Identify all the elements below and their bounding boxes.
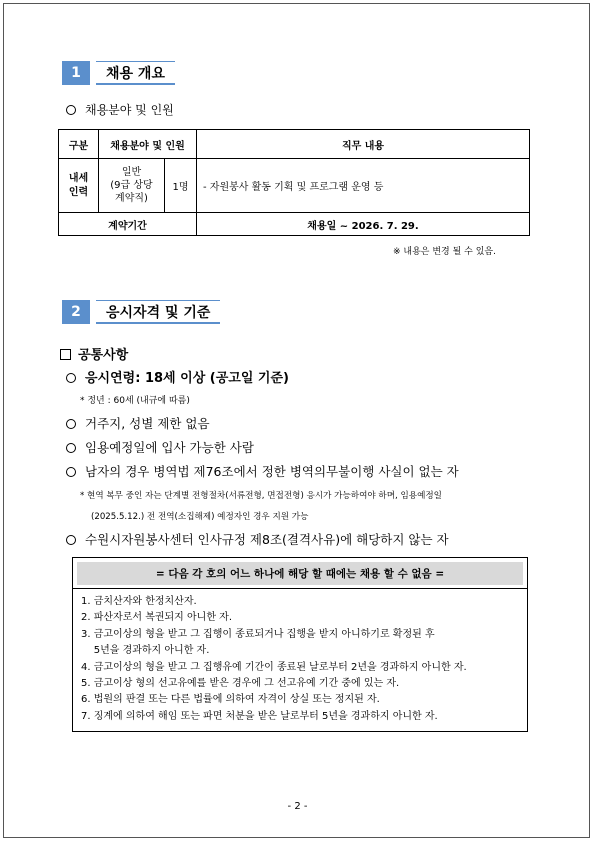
military-note-line2: (2025.5.12.) 전 전역(소집해제) 예정자인 경우 지원 가능: [91, 512, 309, 522]
cell-category: 내세 인력: [59, 159, 99, 213]
circle-bullet-icon: [66, 373, 76, 383]
item-regulation: 수원시자원봉사센터 인사규정 제8조(결격사유)에 해당하지 않는 자: [66, 530, 449, 548]
table-header-row: [59, 130, 530, 159]
cell-count: 1명: [165, 159, 197, 213]
list-item: 6. 법원의 판결 또는 다른 법률에 의하여 자격이 상실 또는 정지된 자.: [81, 694, 380, 706]
circle-bullet-icon: [66, 443, 76, 453]
item-start: 임용예정일에 입사 가능한 사람: [66, 438, 254, 456]
age-note: * 정년 : 60세 (내규에 따름): [80, 396, 190, 406]
table-row: [59, 159, 530, 213]
item-age: 응시연령: 18세 이상 (공고일 기준): [66, 367, 289, 386]
disqualification-box: [72, 557, 528, 732]
list-item: 7. 징계에 의하여 해임 또는 파면 처분을 받은 날로부터 5년을 경과하지 아니한 자.: [81, 710, 438, 722]
square-bullet-icon: [60, 349, 71, 360]
circle-bullet-icon: [66, 535, 76, 545]
section-2-header: [62, 300, 220, 324]
period-label: 계약기간: [59, 213, 197, 236]
circle-bullet-icon: [66, 105, 76, 115]
section-1-title: 채용 개요: [96, 61, 175, 85]
period-value: 채용일 ~ 2026. 7. 29.: [197, 213, 530, 236]
disqualification-list: [81, 594, 467, 725]
list-item: 3. 금고이상의 형을 받고 그 집행이 종료되거나 집행을 받지 아니하기로 확정된 후: [81, 628, 435, 640]
recruit-table: [58, 129, 530, 236]
list-item: 5. 금고이상 형의 선고유예를 받은 경우에 그 선고유예 기간 중에 있는 자.: [81, 678, 400, 690]
section-1-header: [62, 61, 175, 85]
list-item: 2. 파산자로서 복권되지 아니한 자.: [81, 612, 233, 624]
cell-field: 일반 (9급 상당 계약직): [99, 159, 165, 213]
military-note-line1: * 현역 복무 중인 자는 단계별 전형절차(서류전형, 면접전형) 응시가 가능하여야 하며, 임용예정일: [80, 491, 442, 501]
header-category: 구분: [59, 130, 99, 159]
common-heading: 공통사항: [60, 344, 128, 363]
bullet-field: 채용분야 및 인원: [66, 101, 174, 118]
table-note: ※ 내용은 변경 될 수 있음.: [393, 247, 496, 257]
header-duty: 직무 내용: [197, 130, 530, 159]
table-period-row: [59, 213, 530, 236]
list-item: 4. 금고이상의 형을 받고 그 집행유예 기간이 종료된 날로부터 2년을 경과하지 아니한 자.: [81, 661, 467, 673]
disqualification-title: = 다음 각 호의 어느 하나에 해당 할 때에는 채용 할 수 없음 =: [77, 562, 523, 585]
box-divider: [73, 588, 527, 589]
circle-bullet-icon: [66, 419, 76, 429]
section-2-title: 응시자격 및 기준: [96, 300, 220, 324]
header-field-count: 채용분야 및 인원: [99, 130, 197, 159]
page-number: - 2 -: [287, 801, 308, 812]
item-residence: 거주지, 성별 제한 없음: [66, 414, 210, 432]
list-item: 5년을 경과하지 아니한 자.: [81, 645, 210, 657]
list-item: 1. 금치산자와 한정치산자.: [81, 596, 197, 607]
section-1-number: 1: [62, 61, 90, 85]
circle-bullet-icon: [66, 467, 76, 477]
section-2-number: 2: [62, 300, 90, 324]
item-military: 남자의 경우 병역법 제76조에서 정한 병역의무불이행 사실이 없는 자: [66, 462, 459, 480]
cell-duty: - 자원봉사 활동 기획 및 프로그램 운영 등: [197, 159, 530, 213]
